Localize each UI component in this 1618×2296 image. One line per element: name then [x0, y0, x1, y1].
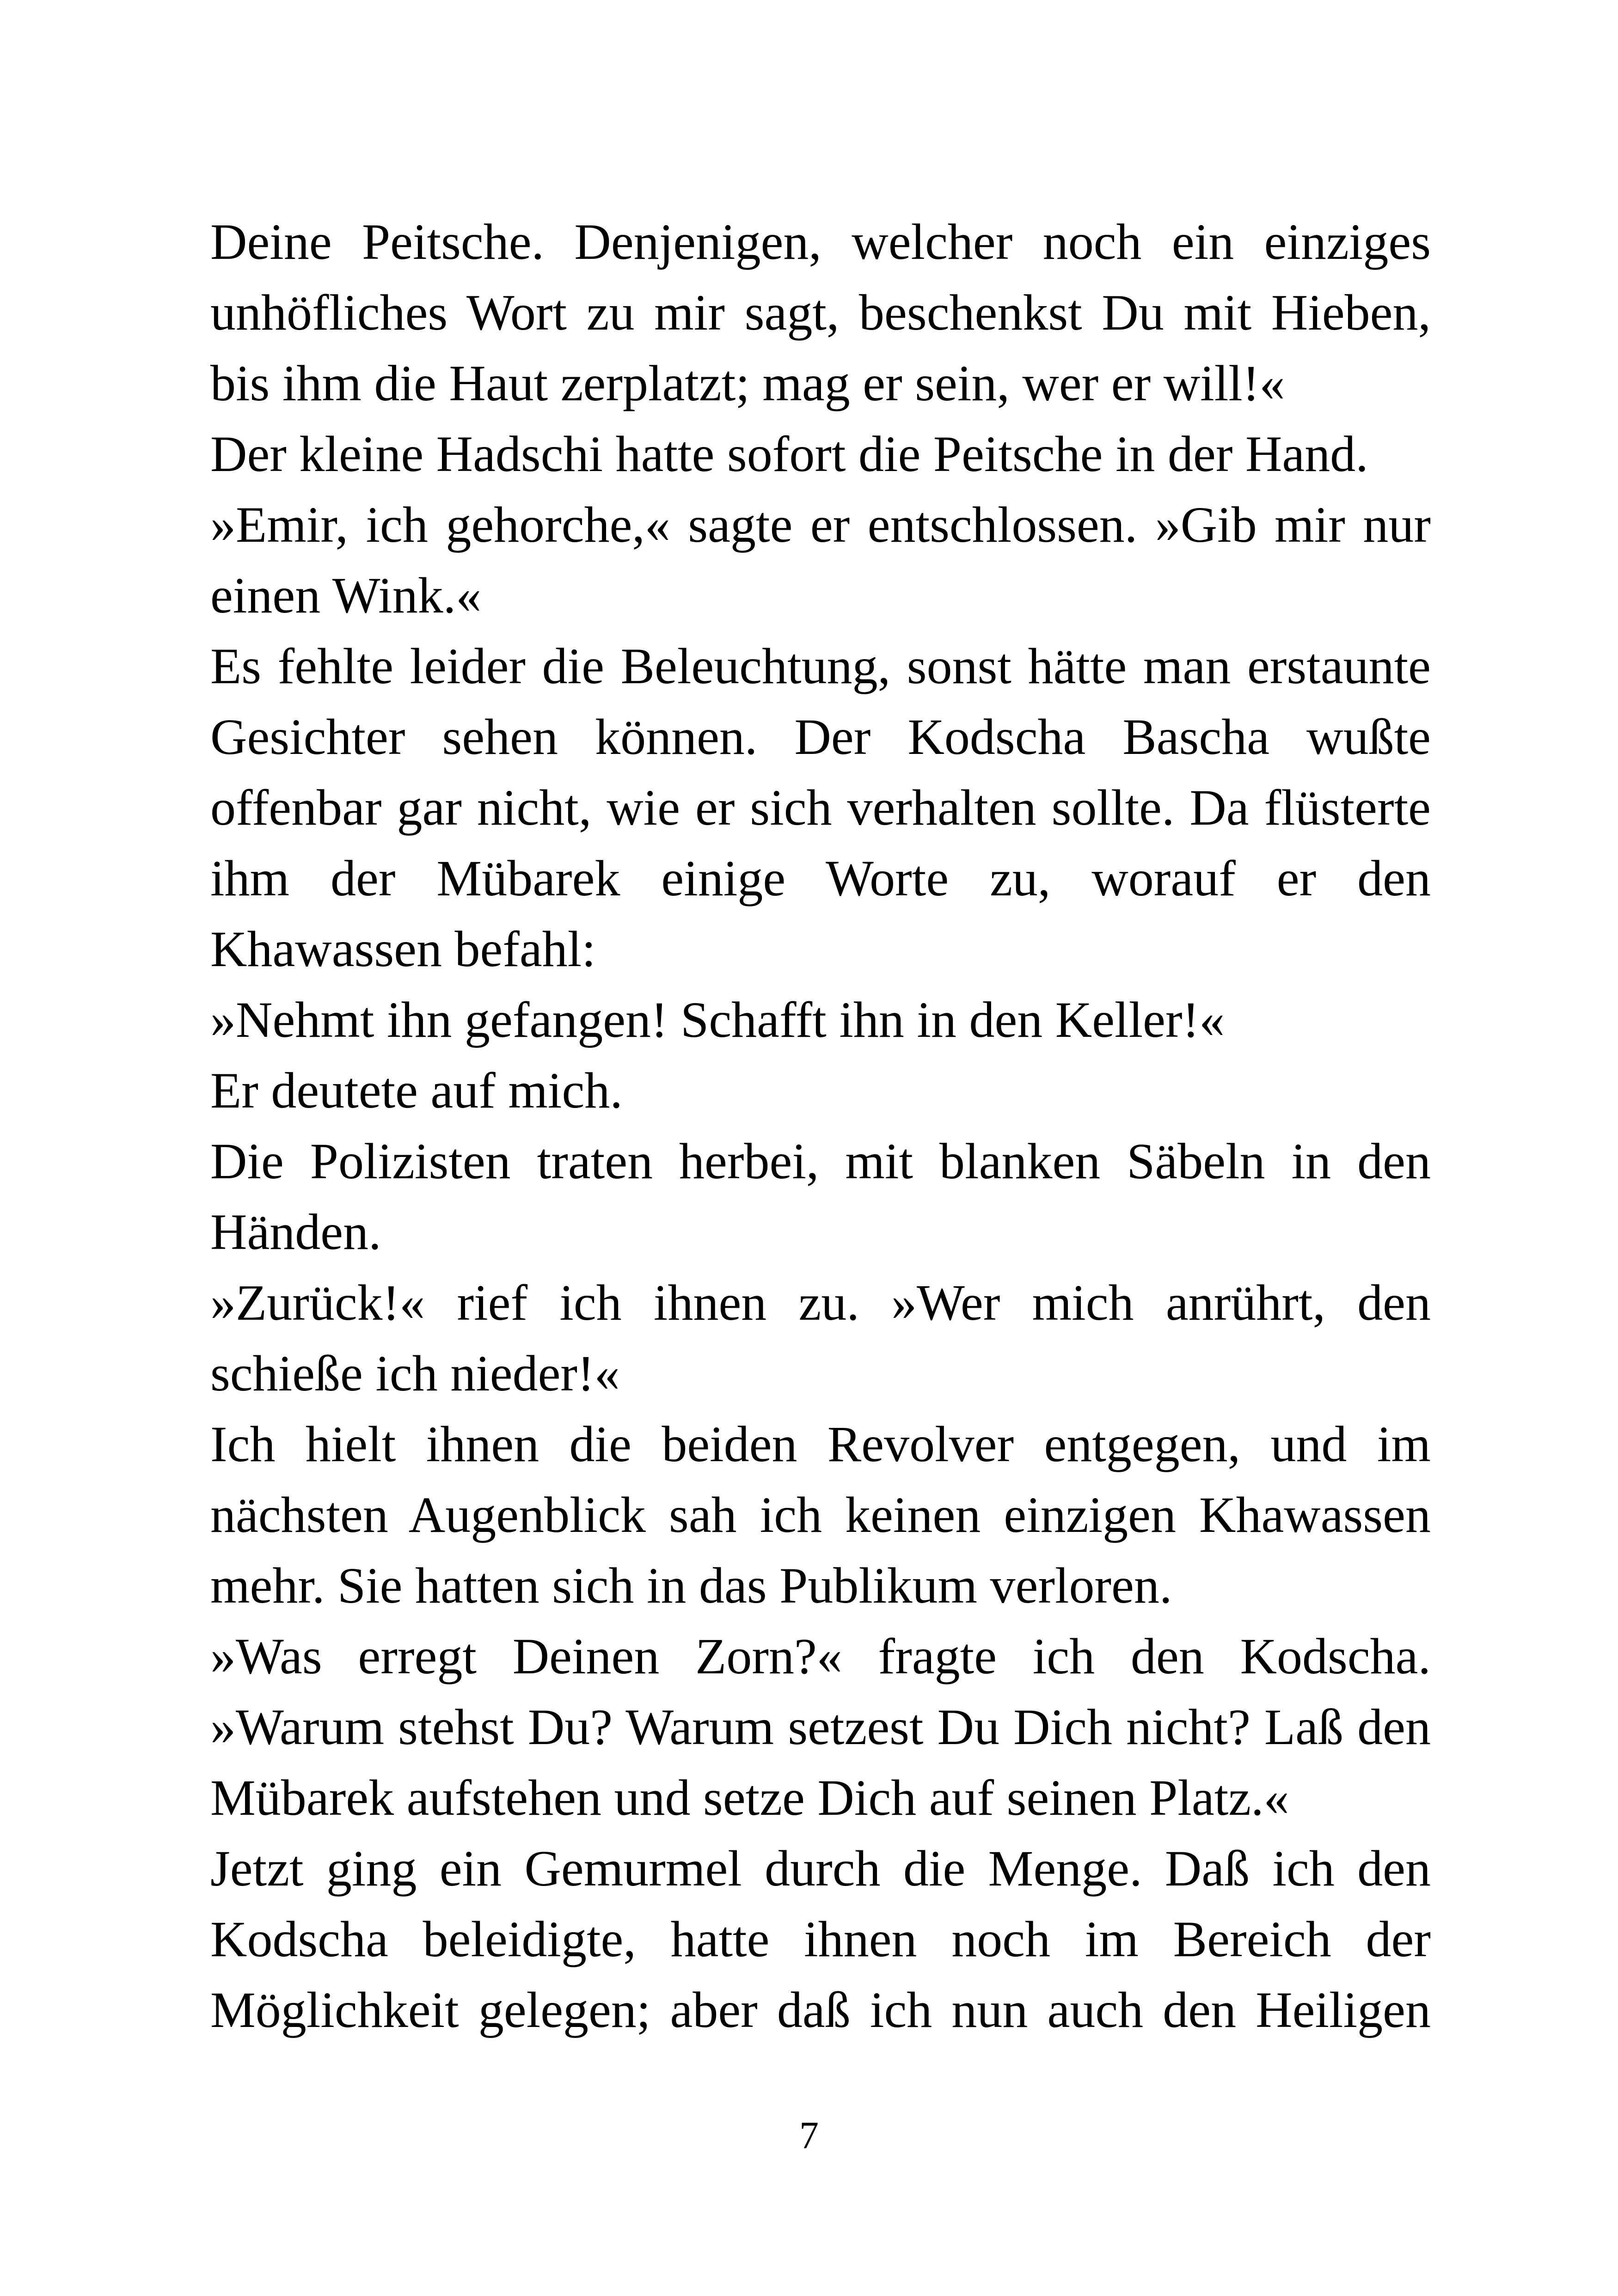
body-text	[210, 207, 1431, 2045]
paragraph-1: Deine Peitsche. Denjenigen, welcher noch ein einziges unhöfliches Wort zu mir sagt, beschenkst Du mit Hieben, bis ihm die Haut zerplatzt; mag er sein, wer er will!«	[210, 214, 1431, 411]
paragraph-11: Jetzt ging ein Gemurmel durch die Menge. Daß ich den Kodscha beleidigte, hatte ihnen noch im Bereich der Möglichkeit gelegen; aber daß ich nun auch den Heiligen	[210, 1840, 1431, 2038]
paragraph-7: Die Polizisten traten herbei, mit blanken Säbeln in den Händen.	[210, 1133, 1431, 1260]
paragraph-10: »Was erregt Deinen Zorn?« fragte ich den Kodscha. »Warum stehst Du? Warum setzest Du Dich nicht? Laß den Mübarek aufstehen und setze Dich auf seinen Platz.«	[210, 1628, 1431, 1826]
paragraph-5: »Nehmt ihn gefangen! Schafft ihn in den Keller!«	[210, 992, 1225, 1048]
page-number: 7	[799, 2114, 819, 2157]
paragraph-4: Es fehlte leider die Beleuchtung, sonst hätte man erstaunte Gesichter sehen können. Der Kodscha Bascha wußte offenbar gar nicht, wie er sich verhalten sollte. Da flüsterte ihm der Mübarek einige Worte zu, worauf er den Khawassen befahl:	[210, 638, 1431, 977]
paragraph-8: »Zurück!« rief ich ihnen zu. »Wer mich anrührt, den schieße ich nieder!«	[210, 1274, 1431, 1402]
paragraph-2: Der kleine Hadschi hatte sofort die Peitsche in der Hand.	[210, 426, 1368, 482]
paragraph-3: »Emir, ich gehorche,« sagte er entschlossen. »Gib mir nur einen Wink.«	[210, 496, 1431, 624]
paragraph-9: Ich hielt ihnen die beiden Revolver entgegen, und im nächsten Augenblick sah ich keinen einzigen Khawassen mehr. Sie hatten sich in das Publikum verloren.	[210, 1416, 1431, 1614]
paragraph-6: Er deutete auf mich.	[210, 1062, 623, 1119]
